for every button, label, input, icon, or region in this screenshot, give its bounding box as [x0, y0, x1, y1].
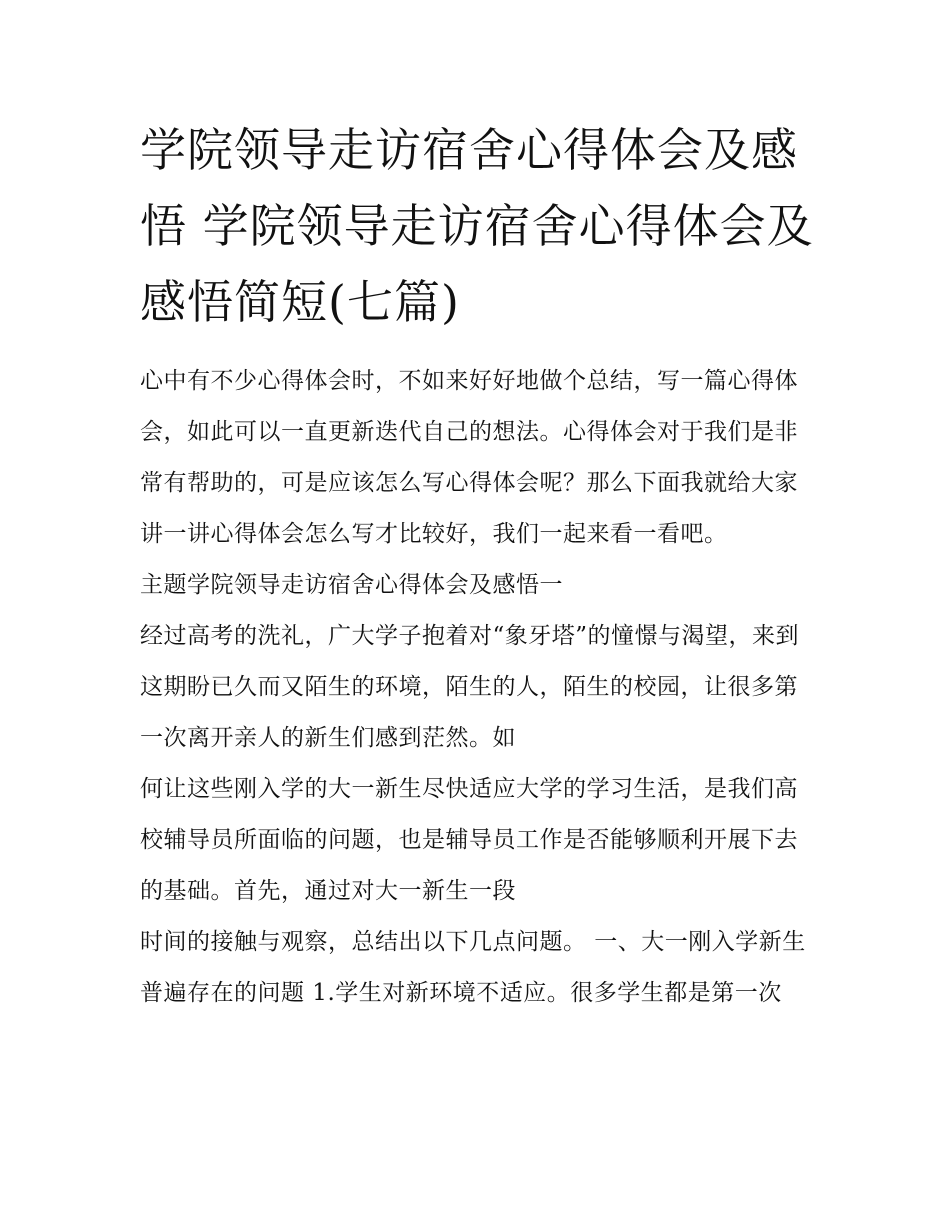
- paragraph-intro: 心中有不少心得体会时，不如来好好地做个总结，写一篇心得体会，如此可以一直更新迭代自己的想法。心得体会对于我们是非常有帮助的，可是应该怎么写心得体会呢？那么下面我就给大家讲一讲心得体会怎么写才比较好，我们一起来看一看吧。: [140, 368, 798, 547]
- paragraph: 时间的接触与观察，总结出以下几点问题。 一、大一刚入学新生普遍存在的问题 1.学生对新环境不适应。很多学生都是第一次: [140, 929, 806, 1006]
- document-title: 学院领导走访宿舍心得体会及感悟 学院领导走访宿舍心得体会及感悟简短(七篇): [140, 123, 814, 329]
- paragraph: 何让这些刚入学的大一新生尽快适应大学的学习生活，是我们高校辅导员所面临的问题，也是辅导员工作是否能够顺利开展下去的基础。首先，通过对大一新生一段: [140, 776, 798, 904]
- paragraph: 经过高考的洗礼，广大学子抱着对“象牙塔”的憧憬与渴望，来到这期盼已久而又陌生的环境，陌生的人，陌生的校园，让很多第一次离开亲人的新生们感到茫然。如: [140, 623, 800, 751]
- document-body: [140, 356, 820, 1019]
- section-heading: 主题学院领导走访宿舍心得体会及感悟一: [140, 572, 563, 598]
